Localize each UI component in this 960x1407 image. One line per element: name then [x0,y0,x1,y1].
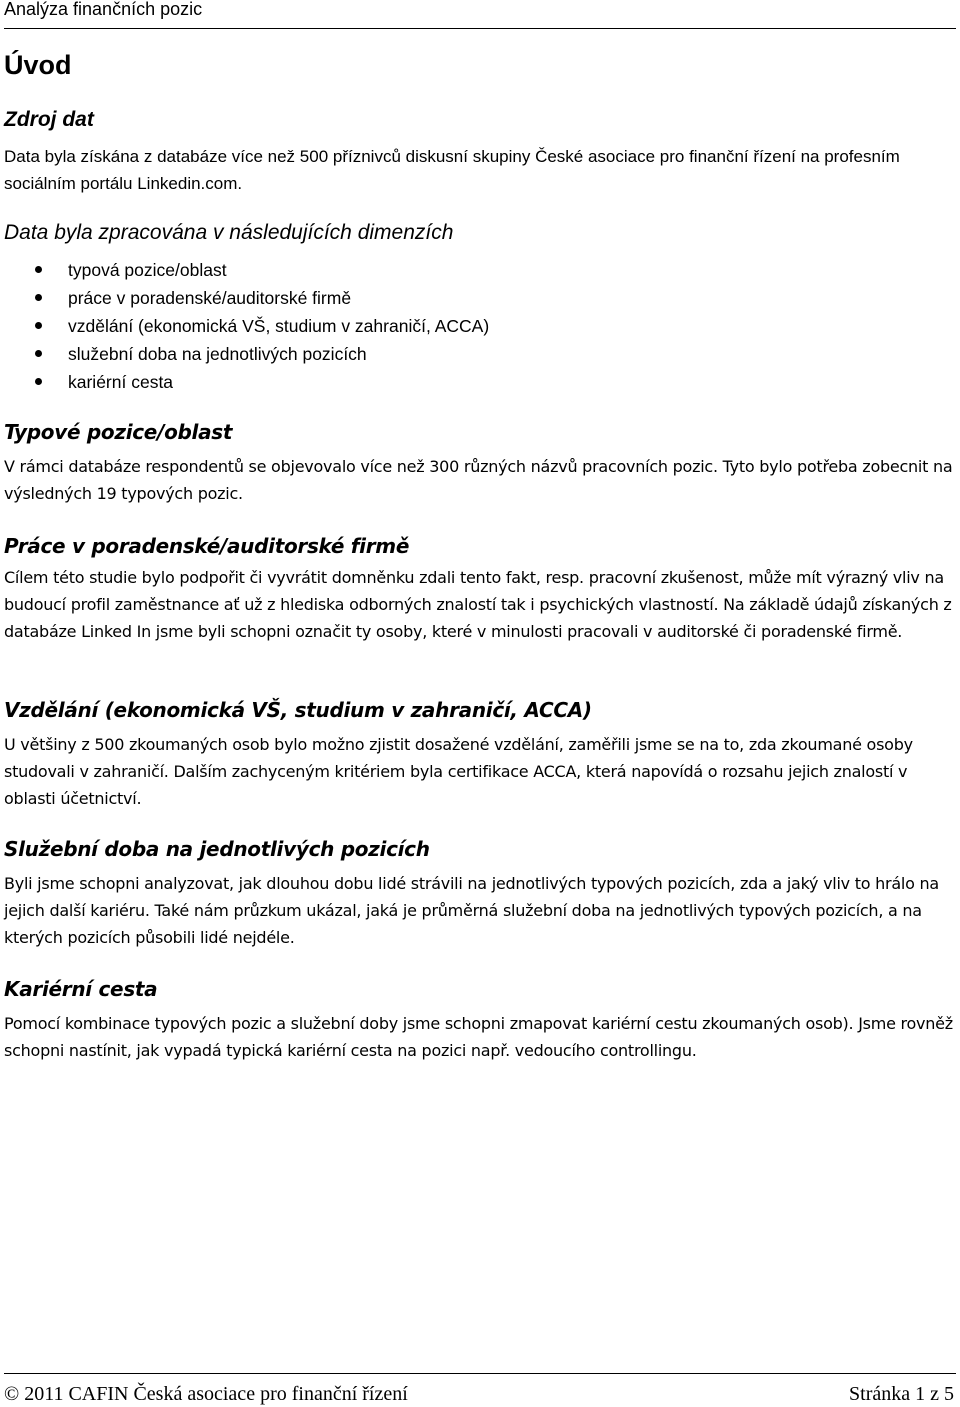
dimension-list [4,256,489,396]
section-text-karierni-cesta: Pomocí kombinace typových pozic a služební doby jsme schopni zmapovat kariérní cestu zkoumaných osob). Jsme rovněž schopni nastínit, jak vypadá typická kariérní cesta na pozici např. vedoucího controllingu. [4,1014,953,1060]
section-heading-vzdelani: Vzdělání (ekonomická VŠ, studium v zahraničí, ACCA) [4,698,592,722]
list-item: služební doba na jednotlivých pozicích [4,340,489,368]
bullet-icon [35,294,42,301]
section-heading-typove-pozice: Typové pozice/oblast [4,420,233,444]
section-text-sluzebni-doba: Byli jsme schopni analyzovat, jak dlouhou dobu lidé strávili na jednotlivých typových pozicích, zda a jaký vliv to hrálo na jejich další kariéru. Také nám průzkum ukázal, jaká je průměrná služební doba na jednotlivých typových pozicích, a na kterých pozicích působili lidé nejdéle. [4,874,939,947]
section-text-zdroj-dat: Data byla získána z databáze více než 500 příznivců diskusní skupiny České asociace pro finanční řízení na profesním sociálním portálu Linkedin.com. [4,147,900,193]
section-heading-prace: Práce v poradenské/auditorské firmě [4,534,410,558]
bullet-icon [35,322,42,329]
section-heading-sluzebni-doba: Služební doba na jednotlivých pozicích [4,837,430,861]
section-heading-dimenze: Data byla zpracována v následujících dimenzích [4,221,454,244]
running-header: Analýza finančních pozic [4,0,956,29]
footer-divider [4,1373,956,1374]
bullet-icon [35,378,42,385]
section-heading-zdroj-dat: Zdroj dat [4,108,94,131]
footer-page-number: Stránka 1 z 5 [849,1383,954,1405]
section-text-prace: Cílem této studie bylo podpořit či vyvrátit domněnku zdali tento fakt, resp. pracovní zkušenost, může mít výrazný vliv na budoucí profil zaměstnance ať už z hlediska odborných znalostí tak i psychických vlastností. Na základě údajů získaných z databáze Linked In jsme byli schopni označit ty osoby, které v minulosti pracovali v auditorské či poradenské firmě. [4,568,952,641]
list-item: práce v poradenské/auditorské firmě [4,284,489,312]
footer-copyright: © 2011 CAFIN Česká asociace pro finanční řízení [4,1383,408,1405]
page-footer [4,1382,956,1406]
section-text-vzdelani: U většiny z 500 zkoumaných osob bylo možno zjistit dosažené vzdělání, zaměřili jsme se na to, zda zkoumané osoby studovali v zahraničí. Dalším zachyceným kritériem byla certifikace ACCA, která napovídá o rozsahu jejich znalostí v oblasti účetnictví. [4,735,913,808]
list-item: kariérní cesta [4,368,489,396]
list-item: vzdělání (ekonomická VŠ, studium v zahraničí, ACCA) [4,312,489,340]
list-item: typová pozice/oblast [4,256,489,284]
bullet-icon [35,350,42,357]
bullet-icon [35,266,42,273]
section-text-typove-pozice: V rámci databáze respondentů se objevovalo více než 300 různých názvů pracovních pozic. Tyto bylo potřeba zobecnit na výsledných 19 typových pozic. [4,457,953,503]
page-title: Úvod [4,50,72,80]
section-heading-karierni-cesta: Kariérní cesta [4,977,158,1001]
